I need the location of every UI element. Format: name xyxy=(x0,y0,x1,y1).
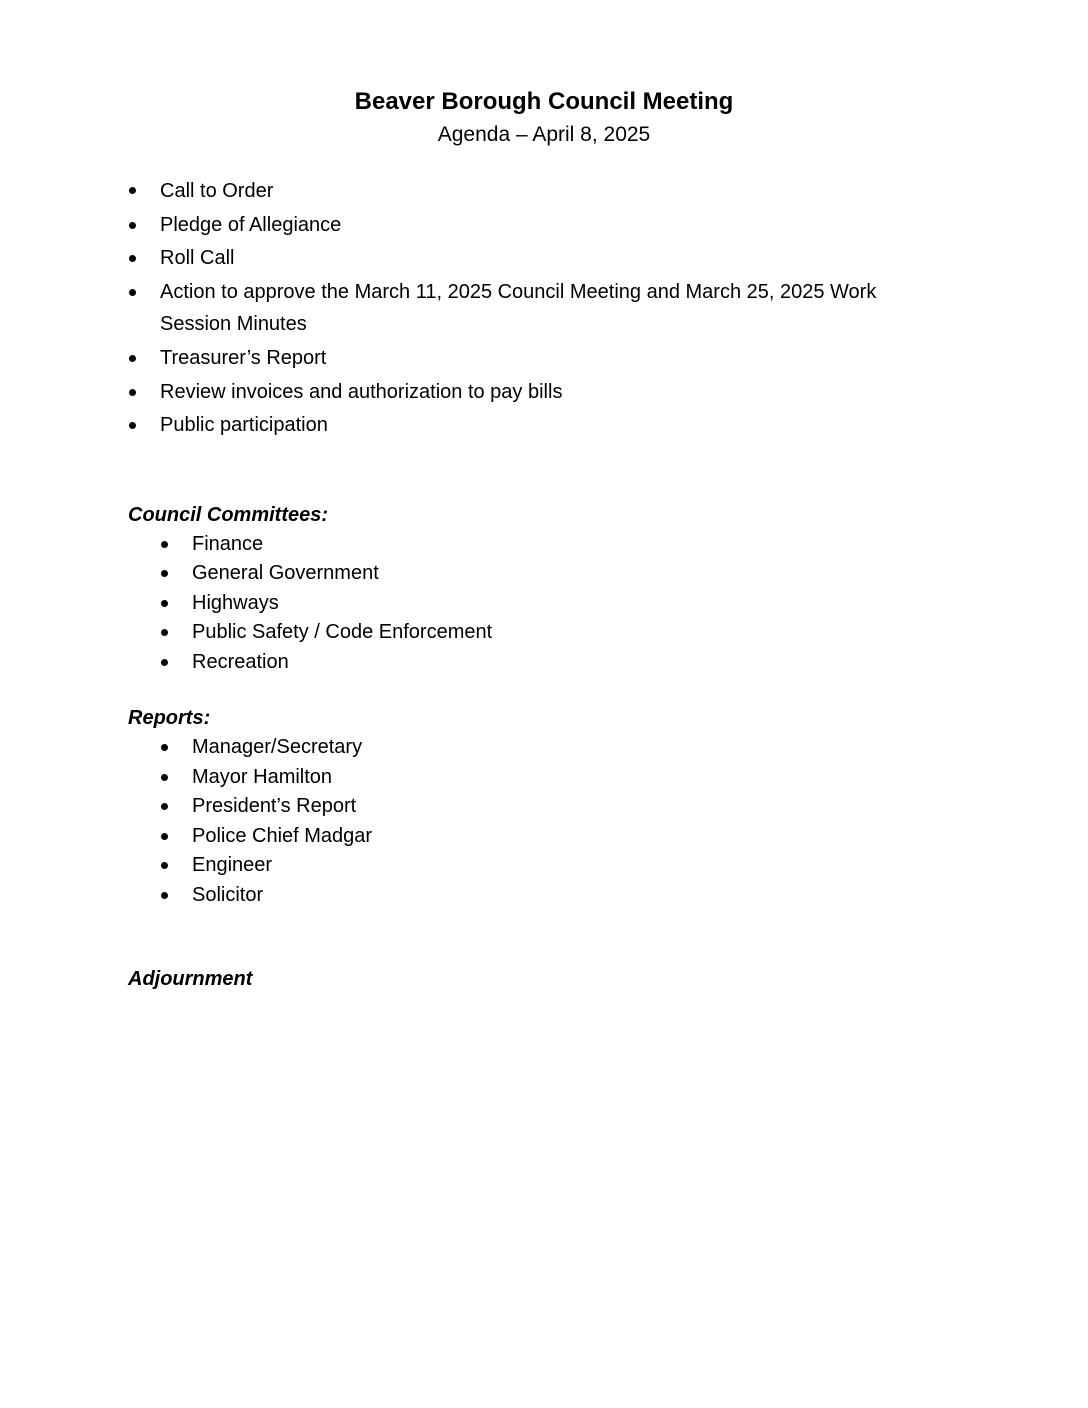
bullet-icon xyxy=(161,600,168,607)
bullet-icon xyxy=(129,222,136,229)
list-item: Action to approve the March 11, 2025 Council Meeting and March 25, 2025 Work xyxy=(160,281,877,303)
list-item: Pledge of Allegiance xyxy=(160,214,342,236)
bullet-icon xyxy=(129,255,136,262)
list-item: Recreation xyxy=(192,651,289,673)
bullet-icon xyxy=(129,389,136,396)
bullet-icon xyxy=(161,570,168,577)
list-item: Police Chief Madgar xyxy=(192,825,373,847)
list-item: Mayor Hamilton xyxy=(192,766,333,788)
list-item: Roll Call xyxy=(160,247,235,269)
list-item: Solicitor xyxy=(192,884,264,906)
agenda-date: Agenda – April 8, 2025 xyxy=(437,123,651,146)
bullet-icon xyxy=(129,187,136,194)
list-item: Call to Order xyxy=(160,180,274,202)
list-item: Finance xyxy=(192,533,264,555)
bullet-icon xyxy=(161,892,168,899)
adjournment-heading: Adjournment xyxy=(128,968,253,990)
bullet-icon xyxy=(129,422,136,429)
bullet-icon xyxy=(129,289,136,296)
list-item: Review invoices and authorization to pay bills xyxy=(160,381,563,403)
bullet-icon xyxy=(161,659,168,666)
list-item: President’s Report xyxy=(192,795,357,817)
reports-heading: Reports: xyxy=(128,707,211,729)
bullet-icon xyxy=(161,803,168,810)
list-item: Highways xyxy=(192,592,279,614)
list-item: Public Safety / Code Enforcement xyxy=(192,621,493,643)
list-item: Treasurer’s Report xyxy=(160,347,327,369)
bullet-icon xyxy=(129,355,136,362)
bullet-icon xyxy=(161,774,168,781)
bullet-icon xyxy=(161,833,168,840)
bullet-icon xyxy=(161,744,168,751)
list-item: Public participation xyxy=(160,414,328,436)
list-item-continuation: Session Minutes xyxy=(160,313,307,335)
bullet-icon xyxy=(161,541,168,548)
list-item: Manager/Secretary xyxy=(192,736,363,758)
list-item: Engineer xyxy=(192,854,273,876)
bullet-icon xyxy=(161,862,168,869)
list-item: General Government xyxy=(192,562,379,584)
page-title: Beaver Borough Council Meeting xyxy=(354,88,734,115)
committees-heading: Council Committees: xyxy=(128,504,329,526)
bullet-icon xyxy=(161,629,168,636)
